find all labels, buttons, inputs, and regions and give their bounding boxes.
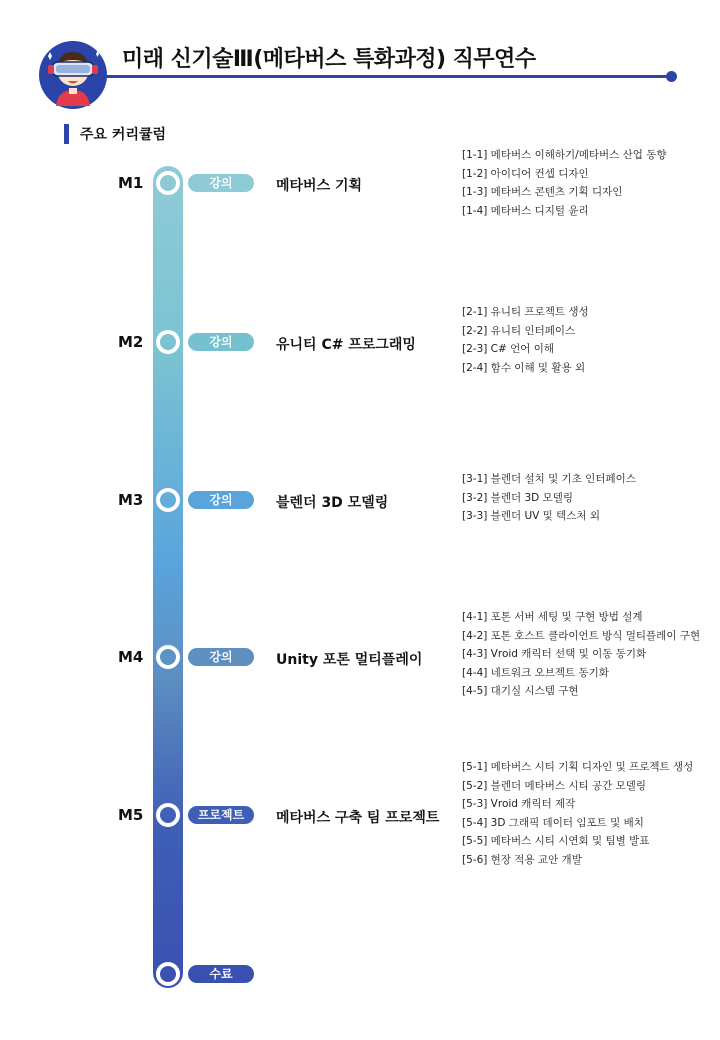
module-tag: 프로젝트	[188, 806, 254, 824]
detail-item: [1-1] 메타버스 이해하기/메타버스 산업 동향	[462, 149, 667, 161]
detail-item: [5-2] 블렌더 메타버스 시티 공간 모델링	[462, 779, 647, 792]
completion-tag: 수료	[188, 965, 254, 983]
module-details	[462, 470, 636, 526]
detail-item: [4-5] 대기실 시스템 구현	[462, 685, 579, 698]
module-tag: 강의	[188, 174, 254, 192]
module-title: Unity 포톤 멀티플레이	[276, 652, 423, 668]
module-id: M3	[118, 491, 144, 509]
detail-item: [3-3] 블렌더 UV 및 텍스처 외	[462, 510, 601, 523]
module-title: 메타버스 기획	[276, 178, 363, 194]
detail-item: [1-3] 메타버스 콘텐츠 기획 디자인	[462, 186, 623, 199]
detail-item: [1-4] 메타버스 디지털 윤리	[462, 204, 589, 217]
page-title: 미래 신기술Ⅲ(메타버스 특화과정) 직무연수	[122, 47, 536, 72]
section-marker	[64, 124, 69, 144]
module-tag: 강의	[188, 648, 254, 666]
module-tag: 강의	[188, 491, 254, 509]
detail-item: [2-4] 함수 이해 및 활용 외	[462, 361, 586, 374]
detail-item: [3-1] 블렌더 설치 및 기초 인터페이스	[462, 473, 636, 485]
section-title: 주요 커리큘럼	[80, 127, 167, 143]
module-title: 유니티 C# 프로그래밍	[276, 337, 416, 353]
detail-item: [3-2] 블렌더 3D 모델링	[462, 491, 573, 504]
detail-item: [4-1] 포톤 서버 세팅 및 구현 방법 설계	[462, 611, 643, 623]
title-underline	[100, 75, 670, 78]
detail-item: [4-4] 네트워크 오브젝트 동기화	[462, 666, 609, 679]
detail-item: [4-3] Vroid 캐릭터 선택 및 이동 동기화	[462, 648, 647, 661]
detail-item: [5-3] Vroid 캐릭터 제작	[462, 798, 576, 811]
vr-headset-person-icon	[38, 40, 108, 110]
detail-item: [2-2] 유니티 인터페이스	[462, 324, 576, 337]
module-details	[462, 608, 700, 701]
detail-item: [2-3] C# 언어 이해	[462, 343, 555, 356]
timeline-track	[153, 166, 183, 988]
module-id: M4	[118, 648, 144, 666]
detail-item: [1-2] 아이디어 컨셉 디자인	[462, 167, 589, 180]
title-underline-dot	[666, 71, 677, 82]
module-id: M1	[118, 174, 144, 192]
detail-item: [5-4] 3D 그래픽 데이터 임포트 및 배치	[462, 816, 644, 829]
module-id: M5	[118, 806, 144, 824]
module-title: 블렌더 3D 모델링	[276, 495, 389, 511]
detail-item: [5-1] 메타버스 시티 기획 디자인 및 프로젝트 생성	[462, 761, 694, 773]
timeline-node-m2	[156, 330, 180, 354]
timeline-node-m1	[156, 171, 180, 195]
detail-item: [2-1] 유니티 프로젝트 생성	[462, 306, 589, 318]
module-details	[462, 303, 589, 377]
timeline-node-m3	[156, 488, 180, 512]
detail-item: [5-5] 메타버스 시티 시연회 및 팀별 발표	[462, 835, 650, 848]
module-id: M2	[118, 333, 144, 351]
detail-item: [5-6] 현장 적용 교안 개발	[462, 853, 582, 866]
module-details	[462, 146, 667, 220]
module-details	[462, 758, 693, 870]
timeline-node-m5	[156, 803, 180, 827]
module-tag: 강의	[188, 333, 254, 351]
timeline-node-completion	[156, 962, 180, 986]
timeline-node-m4	[156, 645, 180, 669]
module-title: 메타버스 구축 팀 프로젝트	[276, 810, 440, 826]
detail-item: [4-2] 포톤 호스트 클라이언트 방식 멀티플레이 구현	[462, 629, 701, 642]
